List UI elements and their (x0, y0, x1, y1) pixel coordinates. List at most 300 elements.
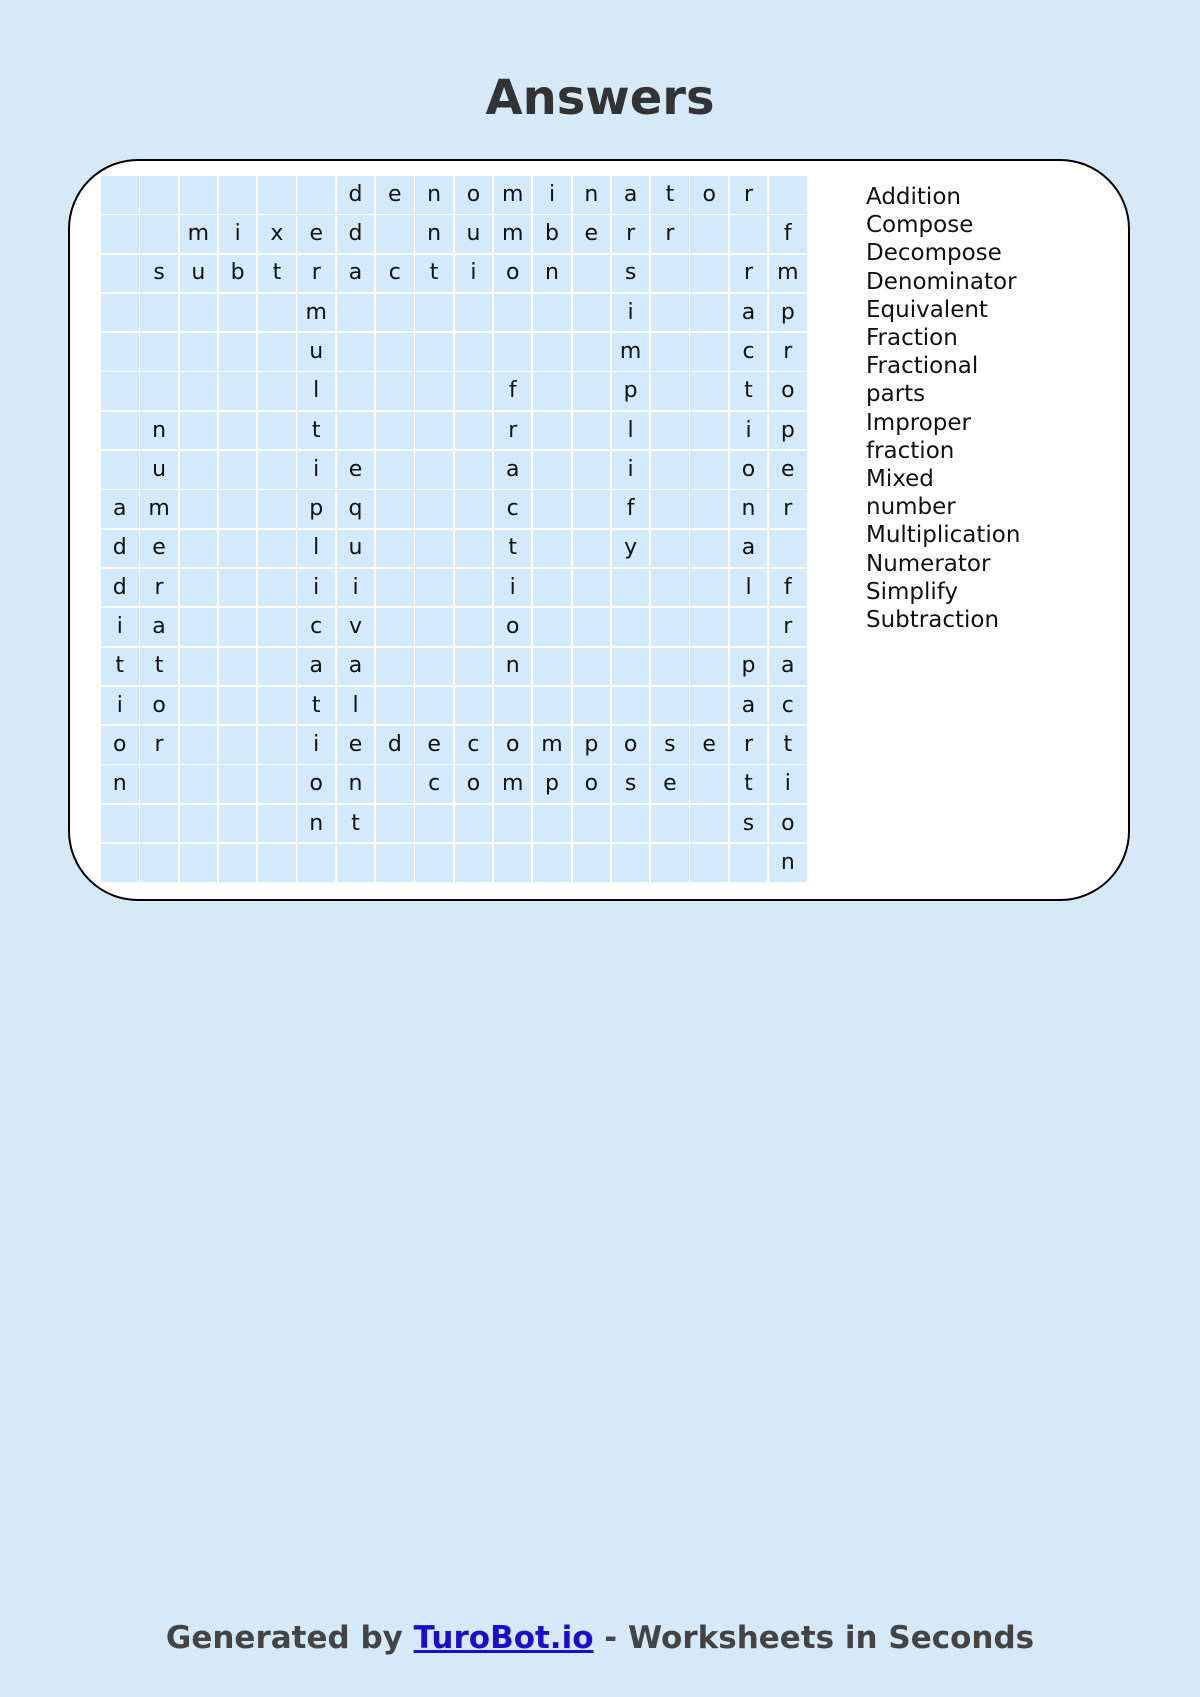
grid-cell (769, 844, 807, 882)
grid-cell (415, 530, 453, 568)
grid-letter: o (466, 771, 481, 797)
grid-cell (769, 490, 807, 528)
grid-cell (258, 451, 296, 489)
grid-cell (612, 844, 650, 882)
grid-cell (337, 765, 375, 803)
grid-letter: i (548, 181, 556, 207)
grid-cell (258, 569, 296, 607)
grid-cell (651, 333, 689, 371)
grid-cell (140, 372, 178, 410)
grid-cell (690, 765, 728, 803)
grid-cell (730, 255, 768, 293)
grid-cell (180, 333, 218, 371)
grid-letter: i (313, 456, 320, 482)
word-list-item: Fraction (866, 325, 958, 352)
grid-cell (297, 372, 335, 410)
grid-cell (337, 412, 375, 450)
grid-letter: n (780, 849, 795, 875)
grid-cell (612, 765, 650, 803)
grid-cell (651, 687, 689, 725)
grid-cell (140, 176, 178, 214)
grid-cell (612, 648, 650, 686)
grid-cell (415, 294, 453, 332)
grid-letter: s (742, 810, 755, 836)
grid-cell (140, 608, 178, 646)
grid-cell (494, 687, 532, 725)
grid-letter: l (627, 417, 634, 443)
grid-letter: n (427, 221, 442, 247)
grid-letter: o (741, 456, 756, 482)
grid-cell (180, 765, 218, 803)
grid-letter: t (783, 731, 793, 757)
grid-letter: p (780, 299, 795, 325)
grid-letter: d (348, 181, 363, 207)
grid-cell (494, 255, 532, 293)
grid-letter: a (309, 653, 323, 679)
grid-cell (219, 687, 257, 725)
grid-cell (690, 687, 728, 725)
grid-cell (376, 255, 414, 293)
grid-letter: s (624, 260, 637, 286)
grid-cell (769, 255, 807, 293)
grid-cell (180, 726, 218, 764)
grid-cell (651, 372, 689, 410)
grid-cell (297, 176, 335, 214)
grid-cell (219, 294, 257, 332)
grid-cell (573, 333, 611, 371)
grid-cell (494, 569, 532, 607)
grid-letter: e (427, 731, 441, 757)
grid-cell (769, 765, 807, 803)
grid-cell (140, 726, 178, 764)
grid-cell (337, 333, 375, 371)
grid-cell (769, 294, 807, 332)
grid-letter: y (624, 535, 638, 561)
grid-cell (730, 176, 768, 214)
grid-cell (612, 726, 650, 764)
grid-cell (651, 569, 689, 607)
grid-letter: o (309, 771, 323, 797)
grid-cell (690, 215, 728, 253)
word-list-item: Mixed (866, 466, 934, 493)
grid-cell (730, 805, 768, 843)
grid-cell (455, 412, 493, 450)
grid-cell (101, 569, 139, 607)
grid-cell (376, 844, 414, 882)
grid-letter: t (311, 692, 321, 718)
grid-cell (140, 805, 178, 843)
grid-letter: e (584, 221, 599, 247)
grid-letter: n (584, 181, 599, 207)
grid-cell (494, 805, 532, 843)
grid-cell (415, 255, 453, 293)
grid-cell (730, 451, 768, 489)
grid-cell (376, 648, 414, 686)
grid-letter: b (230, 260, 245, 286)
grid-cell (455, 844, 493, 882)
grid-letter: t (665, 181, 675, 207)
grid-cell (730, 844, 768, 882)
grid-cell (573, 687, 611, 725)
grid-letter: o (781, 378, 795, 404)
grid-letter: o (505, 614, 520, 640)
grid-letter: n (152, 417, 167, 443)
grid-cell (337, 569, 375, 607)
grid-letter: a (781, 653, 795, 679)
grid-letter: t (429, 260, 439, 286)
grid-letter: m (541, 731, 563, 757)
grid-letter: d (387, 731, 402, 757)
grid-cell (730, 530, 768, 568)
grid-cell (101, 608, 139, 646)
grid-letter: i (627, 299, 634, 325)
grid-letter: o (623, 731, 638, 757)
grid-letter: a (741, 692, 756, 718)
word-list-item: Simplify (866, 578, 959, 605)
grid-cell (376, 765, 414, 803)
grid-letter: n (505, 653, 520, 679)
grid-letter: t (744, 378, 753, 404)
grid-cell (140, 569, 178, 607)
grid-cell (297, 608, 335, 646)
grid-cell (297, 490, 335, 528)
grid-letter: t (508, 535, 518, 561)
grid-letter: r (783, 496, 793, 522)
grid-letter: n (427, 181, 442, 207)
grid-cell (258, 294, 296, 332)
grid-cell (337, 294, 375, 332)
footer (0, 1618, 1200, 1658)
grid-cell (180, 451, 218, 489)
grid-letter: m (502, 771, 524, 797)
grid-letter: d (112, 535, 127, 561)
grid-letter: n (741, 496, 756, 522)
grid-cell (690, 412, 728, 450)
grid-letter: r (783, 614, 793, 640)
grid-cell (455, 490, 493, 528)
grid-cell (494, 648, 532, 686)
grid-cell (573, 726, 611, 764)
grid-cell (573, 530, 611, 568)
grid-cell (455, 726, 493, 764)
grid-cell (612, 451, 650, 489)
grid-cell (219, 333, 257, 371)
grid-cell (730, 726, 768, 764)
grid-letter: r (154, 574, 164, 600)
grid-letter: r (626, 221, 636, 247)
grid-letter: l (352, 692, 359, 718)
grid-cell (612, 687, 650, 725)
grid-cell (769, 176, 807, 214)
grid-cell (258, 687, 296, 725)
grid-letter: i (627, 456, 634, 482)
grid-letter: t (351, 810, 360, 836)
grid-letter: r (743, 731, 754, 757)
grid-letter: c (428, 771, 441, 797)
grid-cell (494, 215, 532, 253)
grid-cell (101, 451, 139, 489)
grid-letter: p (623, 378, 638, 404)
grid-cell (101, 648, 139, 686)
grid-cell (376, 412, 414, 450)
grid-letter: p (545, 771, 559, 797)
grid-cell (612, 530, 650, 568)
grid-cell (297, 726, 335, 764)
grid-cell (769, 530, 807, 568)
grid-cell (690, 490, 728, 528)
grid-cell (651, 490, 689, 528)
grid-cell (376, 372, 414, 410)
grid-cell (297, 333, 335, 371)
grid-letter: o (505, 731, 520, 757)
grid-cell (533, 372, 571, 410)
grid-letter: a (113, 496, 127, 522)
grid-letter: u (466, 221, 481, 247)
grid-cell (258, 648, 296, 686)
grid-letter: u (309, 338, 324, 364)
grid-cell (101, 805, 139, 843)
grid-cell (730, 333, 768, 371)
grid-letter: n (348, 771, 363, 797)
grid-cell (140, 215, 178, 253)
grid-cell (101, 372, 139, 410)
grid-cell (376, 805, 414, 843)
grid-cell (730, 648, 768, 686)
grid-letter: o (781, 810, 795, 836)
grid-letter: b (545, 221, 559, 247)
grid-cell (101, 765, 139, 803)
grid-cell (337, 255, 375, 293)
grid-cell (337, 372, 375, 410)
grid-letter: d (112, 574, 127, 600)
grid-cell (258, 176, 296, 214)
grid-cell (337, 648, 375, 686)
grid-cell (612, 176, 650, 214)
grid-cell (690, 372, 728, 410)
grid-letter: f (626, 496, 635, 522)
grid-letter: d (348, 221, 363, 247)
grid-cell (573, 844, 611, 882)
grid-cell (258, 765, 296, 803)
grid-cell (573, 765, 611, 803)
grid-cell (494, 333, 532, 371)
grid-cell (690, 255, 728, 293)
grid-cell (769, 215, 807, 253)
grid-letter: a (152, 614, 166, 640)
grid-letter: r (743, 181, 754, 207)
grid-letter: c (781, 692, 794, 718)
grid-cell (337, 844, 375, 882)
grid-cell (769, 608, 807, 646)
grid-cell (376, 294, 414, 332)
grid-letter: f (508, 378, 517, 404)
grid-cell (455, 530, 493, 568)
grid-cell (533, 530, 571, 568)
grid-cell (219, 844, 257, 882)
grid-cell (690, 176, 728, 214)
grid-cell (651, 255, 689, 293)
grid-cell (140, 255, 178, 293)
grid-cell (455, 294, 493, 332)
grid-cell (297, 530, 335, 568)
grid-cell (258, 215, 296, 253)
grid-cell (455, 648, 493, 686)
word-list-item: Addition (866, 184, 961, 210)
grid-cell (258, 372, 296, 410)
grid-cell (101, 215, 139, 253)
grid-letter: e (781, 456, 795, 482)
grid-cell (533, 726, 571, 764)
grid-cell (415, 687, 453, 725)
grid-cell (219, 608, 257, 646)
grid-letter: l (745, 574, 752, 600)
grid-cell (415, 608, 453, 646)
grid-cell (573, 372, 611, 410)
grid-letter: a (741, 299, 756, 325)
grid-letter: i (784, 771, 791, 797)
grid-cell (612, 333, 650, 371)
grid-letter: a (505, 456, 520, 482)
grid-cell (690, 294, 728, 332)
grid-cell (415, 844, 453, 882)
grid-cell (258, 805, 296, 843)
grid-letter: p (309, 496, 324, 522)
grid-cell (494, 490, 532, 528)
grid-cell (337, 215, 375, 253)
grid-cell (337, 726, 375, 764)
word-list-item: Equivalent (866, 296, 988, 323)
grid-cell (180, 294, 218, 332)
grid-cell (573, 294, 611, 332)
grid-letter: n (112, 771, 127, 797)
grid-letter: s (153, 260, 165, 286)
grid-letter: c (506, 496, 519, 522)
grid-cell (140, 648, 178, 686)
grid-cell (376, 451, 414, 489)
grid-cell (455, 372, 493, 410)
grid-letter: m (148, 496, 170, 522)
word-list-item: Multiplication (866, 522, 1021, 549)
word-list-item: Decompose (866, 240, 1002, 267)
grid-cell (337, 608, 375, 646)
grid-cell (573, 490, 611, 528)
grid-cell (612, 490, 650, 528)
grid-cell (730, 215, 768, 253)
grid-letter: r (743, 260, 754, 286)
grid-cell (219, 569, 257, 607)
grid-cell (180, 490, 218, 528)
grid-cell (494, 726, 532, 764)
grid-cell (180, 805, 218, 843)
grid-cell (180, 844, 218, 882)
grid-letter: o (505, 260, 520, 286)
grid-cell (140, 530, 178, 568)
word-list (866, 183, 1020, 634)
grid-letter: r (311, 260, 321, 286)
grid-cell (258, 412, 296, 450)
grid-cell (730, 412, 768, 450)
grid-cell (415, 372, 453, 410)
grid-cell (258, 608, 296, 646)
grid-letter: n (309, 810, 324, 836)
grid-letter: r (154, 731, 164, 757)
grid-letter: t (744, 771, 753, 797)
grid-cell (219, 765, 257, 803)
grid-cell (494, 608, 532, 646)
grid-letter: n (545, 260, 559, 286)
grid-letter: p (584, 731, 599, 757)
grid-cell (415, 726, 453, 764)
grid-cell (494, 844, 532, 882)
grid-cell (651, 412, 689, 450)
grid-letter: s (664, 731, 676, 757)
grid-cell (533, 412, 571, 450)
grid-letter: o (152, 692, 166, 718)
grid-cell (180, 530, 218, 568)
turobot-link[interactable]: TuroBot.io (413, 1620, 594, 1656)
grid-cell (769, 451, 807, 489)
grid-cell (337, 687, 375, 725)
grid-cell (297, 765, 335, 803)
grid-cell (297, 294, 335, 332)
grid-cell (180, 569, 218, 607)
grid-cell (533, 648, 571, 686)
grid-cell (573, 255, 611, 293)
grid-cell (101, 844, 139, 882)
grid-letter: e (388, 181, 402, 207)
grid-cell (415, 215, 453, 253)
grid-cell (573, 412, 611, 450)
grid-letter: i (116, 692, 123, 718)
grid-letter: o (702, 181, 716, 207)
grid-cell (769, 569, 807, 607)
grid-cell (533, 805, 571, 843)
grid-letter: c (310, 614, 323, 640)
grid-cell (219, 176, 257, 214)
grid-cell (219, 255, 257, 293)
grid-letter: a (741, 535, 756, 561)
grid-letter: m (305, 299, 327, 325)
grid-cell (690, 333, 728, 371)
grid-letter: i (234, 221, 241, 247)
grid-cell (219, 372, 257, 410)
grid-cell (376, 726, 414, 764)
grid-cell (612, 215, 650, 253)
grid-cell (533, 255, 571, 293)
word-list-item: Subtraction (866, 607, 1000, 634)
grid-cell (730, 569, 768, 607)
grid-cell (769, 805, 807, 843)
grid-cell (533, 176, 571, 214)
grid-cell (573, 451, 611, 489)
word-list-item: fraction (866, 437, 955, 464)
grid-letter: i (116, 614, 123, 640)
word-search-grid (101, 176, 807, 882)
grid-cell (140, 412, 178, 450)
grid-cell (455, 687, 493, 725)
grid-cell (140, 844, 178, 882)
grid-cell (376, 490, 414, 528)
page-title: Answers (485, 70, 715, 126)
grid-cell (494, 530, 532, 568)
grid-cell (690, 844, 728, 882)
grid-letter: t (311, 417, 321, 443)
grid-cell (180, 412, 218, 450)
grid-cell (651, 726, 689, 764)
grid-cell (455, 805, 493, 843)
grid-cell (140, 333, 178, 371)
grid-cell (297, 412, 335, 450)
